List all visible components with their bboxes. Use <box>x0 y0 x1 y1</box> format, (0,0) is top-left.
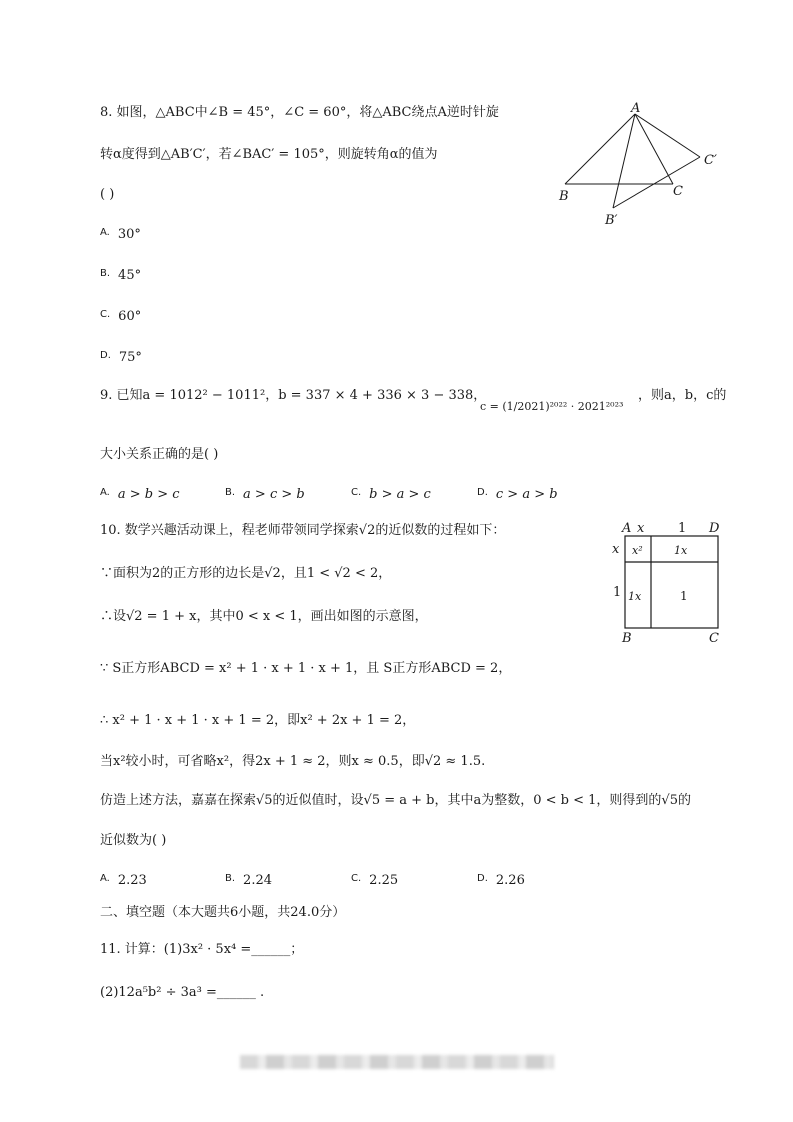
fig-label-b: B <box>559 189 569 204</box>
q9-option-a[interactable] <box>100 484 180 504</box>
q8-option-b[interactable] <box>100 265 141 285</box>
blurred-footer-watermark <box>240 1055 554 1069</box>
q10-option-c[interactable] <box>351 870 398 890</box>
fig-label-top-1: 1 <box>678 521 687 536</box>
q10-line-6: 当x²较小时，可省略x²，得2x + 1 ≈ 2，则x ≈ 0.5，即√2 ≈ 1.5. <box>100 754 486 769</box>
fig-label-b-prime: B′ <box>605 213 618 228</box>
fig-label-top-x: x <box>637 521 645 536</box>
option-label: B. <box>225 487 236 498</box>
q9-line-1b: c = (1/2021)²⁰²² · 2021²⁰²³ <box>480 400 624 413</box>
option-label: A. <box>100 487 110 498</box>
option-value: 2.25 <box>369 873 399 888</box>
q8-line-1: 8. 如图，△ABC中∠B = 45°，∠C = 60°，将△ABC绕点A逆时针旋 <box>100 105 499 120</box>
q9-line-1c: ，则a，b，c的 <box>638 388 727 403</box>
q9-line-1a: 9. 已知a = 1012² − 1011²，b = 337 × 4 + 336 × 3 − 338， <box>100 388 487 403</box>
fig-cell-x2: x² <box>632 544 643 557</box>
option-label: D. <box>100 350 111 361</box>
q8-option-a[interactable] <box>100 224 141 244</box>
option-label: C. <box>100 309 111 320</box>
fig-cell-1x-top: 1x <box>674 544 688 557</box>
q9-option-d[interactable] <box>477 484 558 504</box>
q8-triangle-figure <box>555 102 730 232</box>
q10-option-a[interactable] <box>100 870 147 890</box>
option-value: 2.26 <box>495 873 525 888</box>
option-label: B. <box>100 268 111 279</box>
q10-line-4: ∵ S正方形ABCD = x² + 1 · x + 1 · x + 1，且 S正方形ABCD = 2， <box>100 661 512 676</box>
q8-option-d[interactable] <box>100 347 142 367</box>
q10-line-3: ∴设√2 = 1 + x，其中0 < x < 1，画出如图的示意图， <box>100 609 428 624</box>
option-value: 60° <box>118 309 142 324</box>
option-value: 75° <box>118 350 142 365</box>
q10-line-1: 10. 数学兴趣活动课上，程老师带领同学探索√2的近似数的过程如下： <box>100 523 506 538</box>
option-value: 45° <box>118 268 142 283</box>
option-label: A. <box>100 227 110 238</box>
fig-cell-1x-left: 1x <box>628 590 642 603</box>
option-label: C. <box>351 873 362 884</box>
q8-line-2: 转α度得到△AB′C′，若∠BAC′ = 105°，则旋转角α的值为 <box>100 147 438 162</box>
q9-line-2: 大小关系正确的是( ) <box>100 447 219 462</box>
option-label: B. <box>225 873 236 884</box>
option-label: D. <box>477 487 488 498</box>
fig-label-c: C <box>709 631 719 644</box>
option-value: a > b > c <box>117 487 180 502</box>
q8-line-3: ( ) <box>100 187 115 202</box>
q11-line-2: (2)12a⁵b² ÷ 3a³ =______ . <box>100 985 265 1000</box>
option-value: 2.23 <box>117 873 147 888</box>
fig-label-left-1: 1 <box>613 585 622 600</box>
q10-square-figure <box>608 518 728 644</box>
fig-label-a: A <box>622 521 632 536</box>
q10-line-8: 近似数为( ) <box>100 833 167 848</box>
fig-cell-1: 1 <box>680 589 688 603</box>
option-label: D. <box>477 873 488 884</box>
option-value: 30° <box>117 227 141 242</box>
option-value: b > a > c <box>369 487 431 502</box>
q11-line-1: 11. 计算：(1)3x² · 5x⁴ =______； <box>100 942 304 957</box>
q8-option-c[interactable] <box>100 306 141 326</box>
q10-option-d[interactable] <box>477 870 525 890</box>
option-value: 2.24 <box>243 873 272 888</box>
q9-option-b[interactable] <box>225 484 305 504</box>
section-2-heading: 二、填空题（本大题共6小题，共24.0分） <box>100 905 346 920</box>
fig-label-c: C <box>673 184 683 199</box>
option-label: C. <box>351 487 362 498</box>
q10-line-7: 仿造上述方法，嘉嘉在探索√5的近似值时，设√5 = a + b，其中a为整数，0 < b < 1，则得到的√5的 <box>100 793 691 808</box>
fig-label-a: A <box>631 102 641 116</box>
fig-label-b: B <box>622 631 632 644</box>
q10-line-5: ∴ x² + 1 · x + 1 · x + 1 = 2，即x² + 2x + 1 = 2， <box>100 713 416 728</box>
fig-label-left-x: x <box>612 542 620 557</box>
option-label: A. <box>100 873 110 884</box>
q10-line-2: ∵面积为2的正方形的边长是√2，且1 < √2 < 2， <box>100 566 392 581</box>
fig-label-d: D <box>709 521 720 536</box>
q9-option-c[interactable] <box>351 484 431 504</box>
option-value: c > a > b <box>495 487 558 502</box>
q10-option-b[interactable] <box>225 870 272 890</box>
option-value: a > c > b <box>243 487 305 502</box>
fig-label-c-prime: C′ <box>704 153 717 168</box>
